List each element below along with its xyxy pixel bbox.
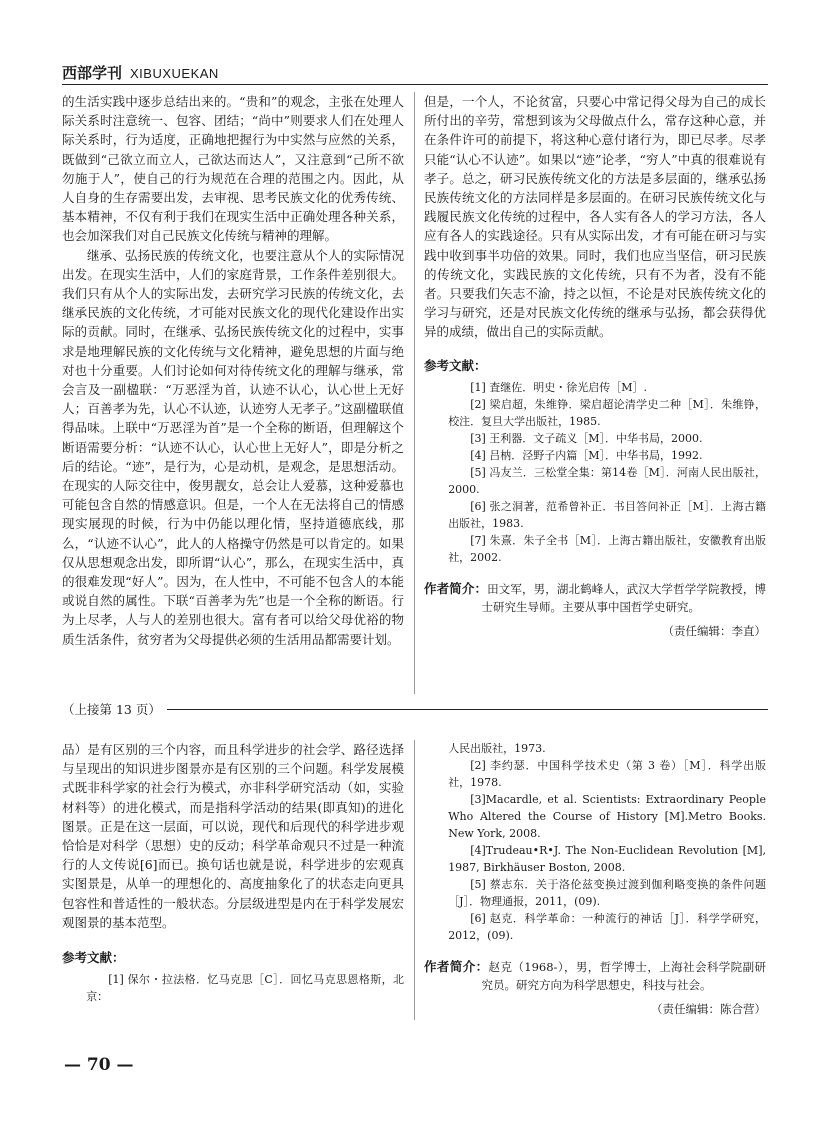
reference-item: [2] 梁启超，朱维铮．梁启超论清学史二种［M］．朱维铮，校注．复旦大学出版社，1985. xyxy=(448,397,766,428)
reference-item: [6] 赵克．科学革命：一种流行的神话［J］．科学学研究，2012，(09). xyxy=(448,912,766,942)
reference-item: [2] 李约瑟．中国科学技术史（第 3 卷）［M］．科学出版社，1978. xyxy=(448,759,766,789)
reference-item: [7] 朱熹．朱子全书［M］．上海古籍出版社，安徽教育出版社，2002. xyxy=(448,533,766,564)
continued-from-label: （上接第 13 页） xyxy=(62,700,167,718)
reference-item: [4]Trudeau•R•J. The Non-Euclidean Revolution [M], 1987, Birkhäuser Boston, 2008. xyxy=(448,844,766,874)
responsible-editor: （责任编辑：陈合营） xyxy=(651,1002,766,1016)
reference-item: [6] 张之洞著，范希曾补正．书目答问补正［M］．上海古籍出版社，1983. xyxy=(448,499,766,530)
running-header xyxy=(62,62,768,82)
continuation-rule xyxy=(62,709,768,710)
reference-item: [5] 蔡志东．关于洛伦兹变换过渡到伽利略变换的条件问题［J］．物理通报，2011，(09). xyxy=(448,878,766,908)
journal-name: 西部学刊 xyxy=(62,64,123,82)
lower-right-column xyxy=(424,740,766,1030)
author-bio xyxy=(424,958,766,994)
body-paragraph: 但是，一个人，不论贫富，只要心中常记得父母为自己的成长所付出的辛劳，常想到该为父母做点什么，常存这种心意，并在条件许可的前提下，将这种心意付诸行为，即已尽孝。尽孝只能“认心不认迹”。如果以“迹”论孝，“穷人”中真的很难说有孝子。总之，研习民族传统文化的方法是多层面的，继承弘扬民族传统文化的方法同样是多层面的。在研习民族传统文化与践履民族文化传统的过程中，各人实有各人的学习方法，各人应有各人的实践途径。只有从实际出发，才有可能在研习与实践中收到事半功倍的效果。同时，我们也应当坚信，研习民族的传统文化，实践民族的文化传统，只有不为者，没有不能者。只要我们矢志不渝，持之以恒，不论是对民族传统文化的学习与研究，还是对民族文化传统的继承与弘扬，都会获得优异的成绩，做出自己的实际贡献。 xyxy=(424,94,766,340)
lower-left-column xyxy=(62,740,404,1030)
author-label: 作者简介： xyxy=(424,580,488,596)
reference-item: [3] 王利器．文子疏义［M］．中华书局，2000. xyxy=(470,431,703,445)
body-paragraph: 继承、弘扬民族的传统文化，也要注意从个人的实际情况出发。在现实生活中，人们的家庭背景，工作条件差别很大。我们只有从个人的实际出发，去研究学习民族的传统文化，去继承民族的文化传统，才可能对民族文化的现代化建设作出实际的贡献。同时，在继承、弘扬民族传统文化的过程中，实事求是地理解民族的文化传统与文化精神，避免思想的片面与绝对也十分重要。人们讨论如何对待传统文化的理解与继承，常会言及一副楹联：“万恶淫为首，认迹不认心，认心世上无好人；百善孝为先，认心不认迹，认迹穷人无孝子。”这副楹联值得品味。上联中“万恶淫为首”是一个全称的断语，但理解这个断语需要分析：“认迹不认心，认心世上无好人”，即是分析之后的结论。“迹”，是行为，心是动机，是观念，是思想活动。在现实的人际交往中，俊男靓女，总会让人爱慕，这种爱慕也可能包含自然的情感意识。但是，一个人在无法将自己的情感现实展现的时候，行为中仍能以理化情，坚持道德底线，那么，“认迹不认心”，此人的人格操守仍然是可以肯定的。如果仅从思想观念出发，即所谓“认心”，那么，在现实生活中，真的很难发现“好人”。因为，在人性中，不可能不包含人的本能或说自然的属性。下联“百善孝为先”也是一个全称的断语。行为上尽孝，人与人的差别也很大。富有者可以给父母优裕的物质生活条件，贫穷者为父母提供必须的生活用品都需要计划。 xyxy=(62,247,404,647)
column-divider xyxy=(414,740,415,1020)
upper-right-column xyxy=(424,92,766,696)
reference-item: [4] 吕枘．泾野子内篇［M］．中华书局，1992. xyxy=(470,448,703,462)
author-text: 田文军，男，湖北鹤峰人，武汉大学哲学学院教授，博士研究生导师。主要从事中国哲学史研究。 xyxy=(481,581,766,614)
author-label: 作者简介： xyxy=(424,959,489,974)
references-title: 参考文献： xyxy=(62,950,125,966)
author-bio xyxy=(424,580,766,616)
body-paragraph: 品）是有区别的三个内容，而且科学进步的社会学、路径选择与呈现出的知识进步图景亦是有区别的三个问题。科学发展模式既非科学家的社会行为模式，亦非科学研究活动（如，实验材料等）的进化模式，而是指科学活动的结果(即真知)的进化图景。正是在这一层面，可以说，现代和后现代的科学进步观恰恰是对科学（思想）史的反动；科学革命观只不过是一种流行的人文传说[6]而已。换句话也就是说，科学进步的宏观真实图景是，从单一的理想化的、高度抽象化了的状态走向更具包容性和普适性的一般状态。分层级进型是内在于科学发展宏观图景的基本范型。 xyxy=(62,742,404,930)
header-rule xyxy=(62,84,768,85)
responsible-editor: （责任编辑：李直） xyxy=(662,623,766,638)
upper-left-column xyxy=(62,92,404,696)
journal-pinyin: XIBUXUEKAN xyxy=(130,66,219,81)
reference-item: 人民出版社，1973. xyxy=(448,742,546,755)
page-number: — 70 — xyxy=(64,1055,134,1075)
column-divider xyxy=(414,92,415,694)
reference-item: [1] 査继佐．明史・徐光启传［M］. xyxy=(470,380,648,394)
body-paragraph: 的生活实践中逐步总结出来的。“贵和”的观念，主张在处理人际关系时注意统一、包容、团结；“尚中”则要求人们在处理人际关系时，行为适度，正确地把握行为中实然与应然的关系，既做到“己欲立而立人，己欲达而达人”，又注意到“己所不欲勿施于人”，使自己的行为规范在合理的范围之内。因此，从人自身的生存需要出发，去审视、思考民族文化的优秀传统、基本精神，不仅有利于我们在现实生活中正确处理各种关系，也会加深我们对自己民族文化传统与精神的理解。 xyxy=(62,94,404,244)
reference-item: [5] 冯友兰．三松堂全集：第14卷［M］．河南人民出版社，2000. xyxy=(448,465,766,496)
reference-list xyxy=(424,379,766,566)
reference-item: [1] 保尔・拉法格．忆马克思［C］．回忆马克思恩格斯，北京： xyxy=(86,973,404,1004)
author-text: 赵克（1968-），男，哲学博士，上海社会科学院副研究员。研究方向为科学思想史，科技与社会。 xyxy=(481,960,766,992)
reference-item: [3]Macardle, et al. Scientists: Extraordinary People Who Altered the Course of History [M].Metro Books. New York, 2008. xyxy=(448,793,766,840)
references-title: 参考文献： xyxy=(424,357,487,373)
